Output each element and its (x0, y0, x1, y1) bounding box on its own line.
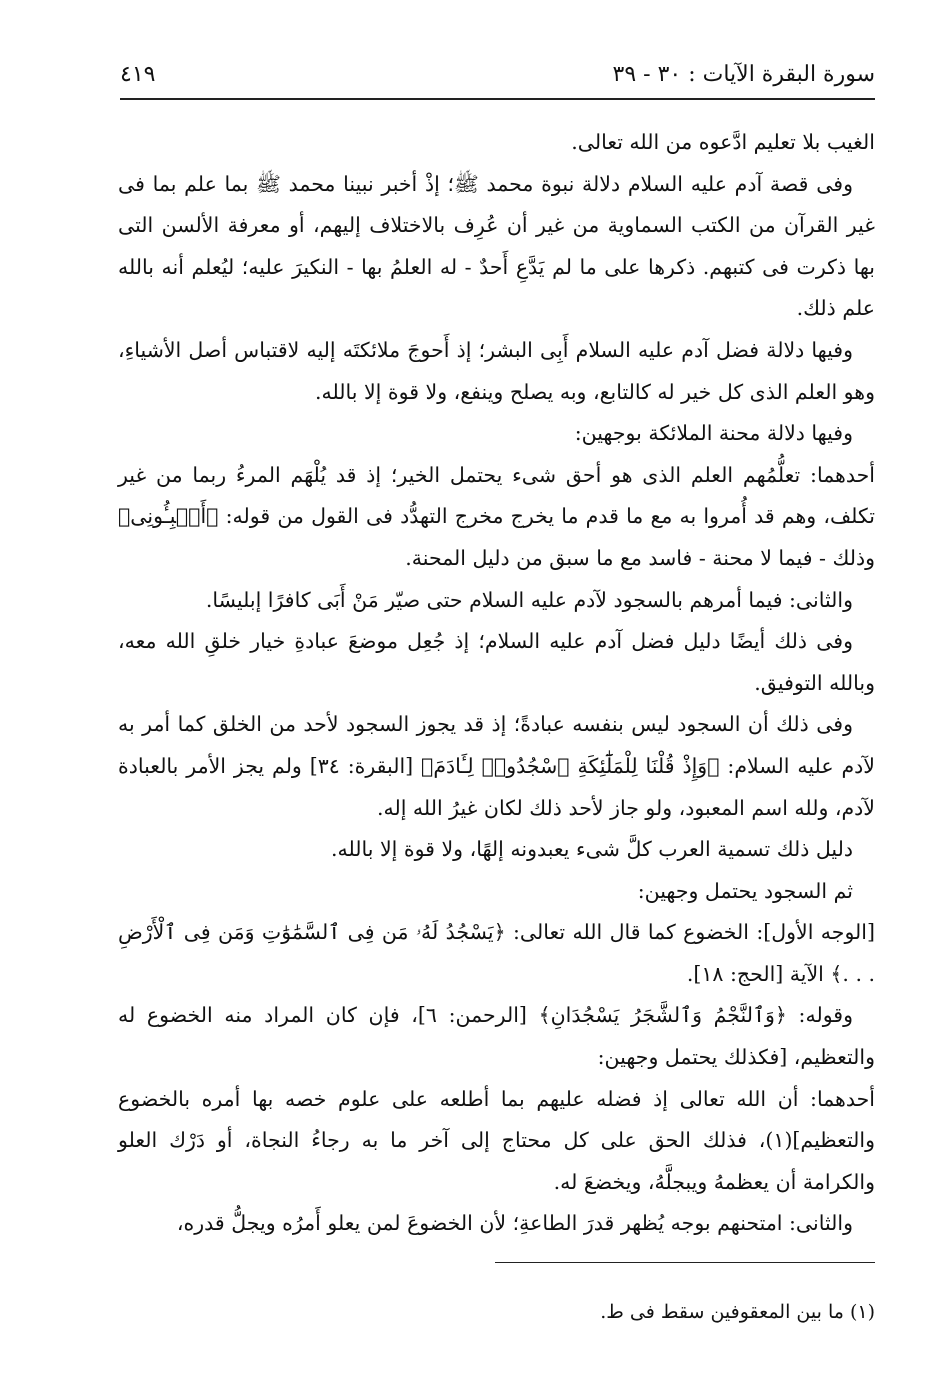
paragraph: الغيب بلا تعليم ادَّعوه من الله تعالى. (571, 130, 875, 154)
page-number: ٤١٩ (120, 62, 156, 87)
main-text (118, 122, 875, 1245)
paragraph: وفيها دلالة فضل آدم عليه السلام أَبِى البشر؛ إذ أَحوجَ ملائكتَه إليه لاقتباس أصل الأشياءِ، وهو العلم الذى كل خير له كالتابع، وبه يصلح وينفع، ولا قوة إلا بالله. (118, 337, 875, 404)
page-header (120, 58, 875, 98)
paragraph: والثانى: فيما أمرهم بالسجود لآدم عليه السلام حتى صيّر مَنْ أَبَى كافرًا إبليسًا. (205, 587, 853, 612)
footnote-rule (495, 1262, 875, 1263)
running-title: سورة البقرة الآيات : ٣٠ - ٣٩ (612, 62, 875, 87)
paragraph: وقوله: ﴿وَٱلنَّجْمُ وَٱلشَّجَرُ يَسْجُدَانِ﴾ [الرحمن: ٦]، فإن كان المراد منه الخضوع له والتعظيم، [فكذلك يحتمل وجهين: (118, 1003, 875, 1070)
paragraph: وفى ذلك أيضًا دليل فضل آدم عليه السلام؛ إذ جُعِل موضعَ عبادةِ خيار خلقِ الله معه، وبالله التوفيق. (118, 629, 875, 695)
footnote: (١) ما بين المعقوفين سقط فى ط. (600, 1301, 875, 1323)
paragraph: وفى قصة آدم عليه السلام دلالة نبوة محمد ﷺ؛ إذْ أخبر نبينا محمد ﷺ بما علم بما فى غير القرآن من الكتب السماوية من غير أن عُرِف بالاختلاف إليهم، أو معرفة الألسن التى بها ذكرت فى كتبهم. ذكرها على ما لم يَدَّعِ أَحدٌ - له العلمُ بها - النكيرَ عليه؛ ليُعلم أنه بالله علم ذلك. (118, 171, 875, 321)
paragraph: أحدهما: تعلُّمُهم العلم الذى هو أحق شىء يحتمل الخير؛ إذ قد يُلْهَم المرءُ ربما من غير تكلف، وهم قد أُمروا به مع ما قدم ما يخرج مخرج التهدُّد فى القول من قوله: ﴿أَنۢبِـُٔونِى﴾ وذلك - فيما لا محنة - فاسد مع ما سبق من دليل المحنة. (118, 462, 875, 570)
paragraph: دليل ذلك تسمية العرب كلَّ شىء يعبدونه إلهًا، ولا قوة إلا بالله. (330, 837, 853, 862)
paragraph: [الوجه الأول]: الخضوع كما قال الله تعالى: ﴿يَسْجُدُ لَهُۥ مَن فِى ٱلسَّمَٰوَٰتِ وَمَن فِى ٱلْأَرْضِ . . .﴾ الآية [الحج: ١٨]. (118, 920, 875, 986)
paragraph: وفى ذلك أن السجود ليس بنفسه عبادةً؛ إذ قد يجوز السجود لأحد من الخلق كما أمر به لآدم عليه السلام: ﴿وَإِذْ قُلْنَا لِلْمَلَٰٓئِكَةِ ٱسْجُدُوا۟ لِـَٔادَمَ﴾ [البقرة: ٣٤] ولم يجز الأمر بالعبادة لآدم، ولله اسم المعبود، ولو جاز لأحد ذلك لكان غيرُ الله إله. (118, 712, 875, 820)
paragraph: وفيها دلالة محنة الملائكة بوجهين: (574, 421, 853, 446)
paragraph: ثم السجود يحتمل وجهين: (637, 878, 853, 903)
header-rule (120, 98, 875, 100)
paragraph: أحدهما: أن الله تعالى إذ فضله عليهم بما أطلعه على علوم خصه بها أمره بالخضوع والتعظيم](١)، فذلك الحق على كل محتاج إلى آخر ما به رجاءُ النجاة، أو دَرْك العلو والكرامة أن يعظمهُ ويبجلَّهُ، ويخضعَ له. (118, 1086, 875, 1194)
paragraph: والثانى: امتحنهم بوجه يُظهر قدرَ الطاعةِ؛ لأن الخضوعَ لمن يعلو أَمرُه ويجلُّ قدره، (176, 1211, 853, 1236)
